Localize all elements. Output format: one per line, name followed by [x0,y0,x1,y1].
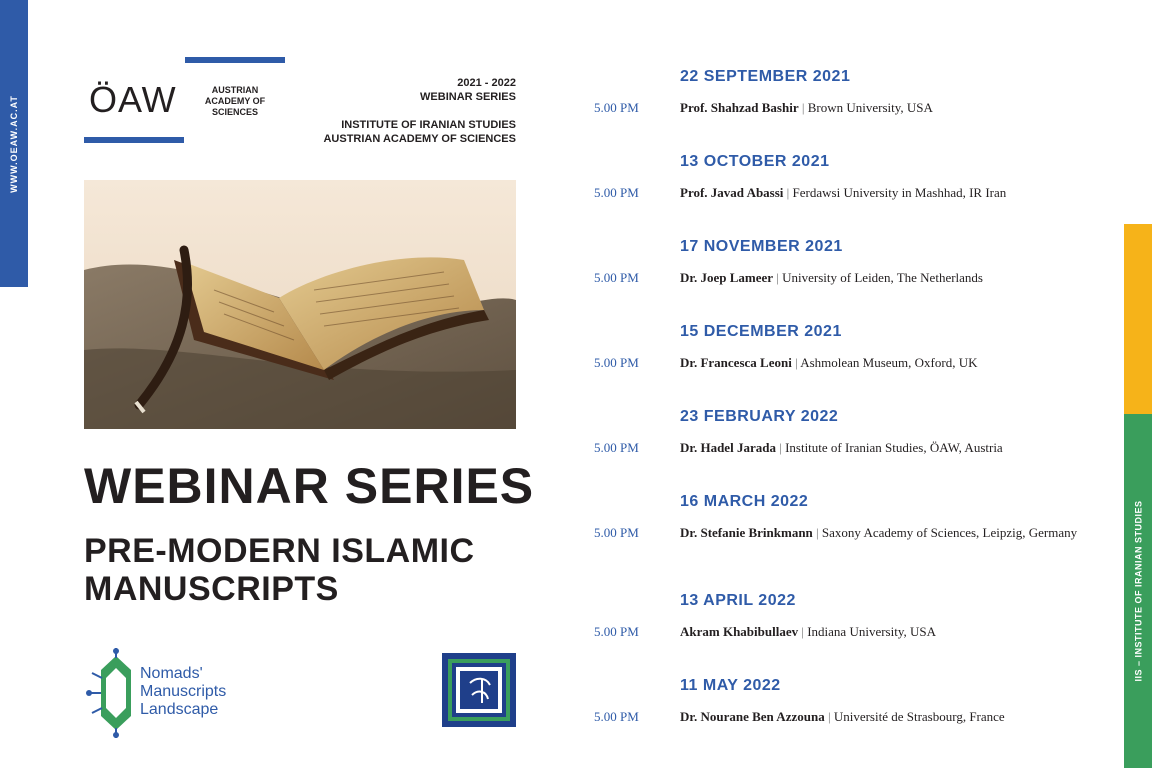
separator: | [824,709,834,724]
oeaw-logo: ÖAW [89,79,177,120]
speaker-name: Dr. Francesca Leoni [680,355,792,370]
logo-line-top [185,57,285,63]
iranian-studies-logo-icon [442,653,516,727]
event-speaker-line [680,440,1100,455]
speaker-name: Akram Khabibullaev [680,624,799,639]
event-speaker-line [680,185,1100,200]
event-date: 17 NOVEMBER 2021 [680,238,843,255]
speaker-affiliation: Indiana University, USA [807,624,936,639]
separator: | [798,624,808,639]
nomads-project-name: Nomads' Manuscripts Landscape [140,665,227,718]
page-title: WEBINAR SERIES [84,458,535,514]
event-time: 5.00 PM [594,624,639,639]
separator: | [812,525,822,540]
academy-name: AUSTRIAN ACADEMY OF SCIENCES [204,85,266,117]
speaker-affiliation: Institute of Iranian Studies, ÖAW, Austria [785,440,1003,455]
event-date: 15 DECEMBER 2021 [680,323,842,340]
event-speaker-line [680,525,1100,540]
event-time: 5.00 PM [594,440,639,455]
event-time: 5.00 PM [594,100,639,115]
event-date: 13 OCTOBER 2021 [680,153,830,170]
speaker-affiliation: Université de Strasbourg, France [833,709,1005,724]
series-label: WEBINAR SERIES [420,91,516,103]
nomads-logo-icon [86,648,146,738]
speaker-affiliation: Ferdawsi University in Mashhad, IR Iran [792,185,1007,200]
separator: | [775,440,786,455]
speaker-affiliation: University of Leiden, The Netherlands [782,270,983,285]
event-speaker-line [680,100,1100,115]
event-time: 5.00 PM [594,709,639,724]
speaker-name: Dr. Hadel Jarada [680,440,776,455]
speaker-affiliation: Saxony Academy of Sciences, Leipzig, Germany [821,525,1078,540]
institute-line-2: AUSTRIAN ACADEMY OF SCIENCES [323,133,516,145]
event-date: 11 MAY 2022 [680,677,781,694]
event-speaker-line [680,270,1100,285]
event-speaker-line [680,355,1100,370]
event-date: 16 MARCH 2022 [680,493,809,510]
series-years: 2021 - 2022 [457,77,516,89]
event-date: 13 APRIL 2022 [680,592,796,609]
speaker-name: Dr. Stefanie Brinkmann [680,525,813,540]
speaker-affiliation: Brown University, USA [807,100,933,115]
event-date: 23 FEBRUARY 2022 [680,408,839,425]
institute-line-1: INSTITUTE OF IRANIAN STUDIES [341,119,516,131]
separator: | [798,100,808,115]
manuscript-photo [84,180,516,429]
website-url-vertical: WWW.OEAW.AC.AT [9,94,20,193]
speaker-name: Prof. Shahzad Bashir [680,100,799,115]
speaker-name: Dr. Nourane Ben Azzouna [680,709,825,724]
event-speaker-line [680,624,1100,639]
event-time: 5.00 PM [594,270,639,285]
separator: | [773,270,783,285]
event-date: 22 SEPTEMBER 2021 [680,68,851,85]
institute-label-vertical: IIS – INSTITUTE OF IRANIAN STUDIES [1133,500,1144,682]
event-time: 5.00 PM [594,185,639,200]
event-time: 5.00 PM [594,525,639,540]
separator: | [791,355,801,370]
speaker-name: Dr. Joep Lameer [680,270,774,285]
speaker-name: Prof. Javad Abassi [680,185,784,200]
side-bar-yellow [1124,224,1152,414]
logo-line-bottom [84,137,184,143]
event-speaker-line [680,709,1100,724]
event-time: 5.00 PM [594,355,639,370]
subtitle: PRE-MODERN ISLAMIC MANUSCRIPTS [84,532,475,608]
speaker-affiliation: Ashmolean Museum, Oxford, UK [800,355,978,370]
separator: | [783,185,793,200]
